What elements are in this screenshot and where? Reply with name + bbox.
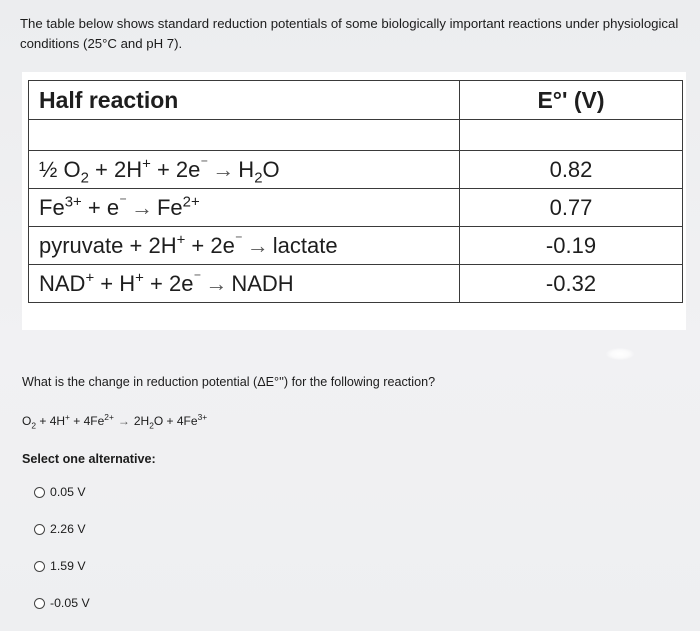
table-header-row (29, 81, 683, 120)
empty-cell (29, 120, 460, 151)
option-b-radio[interactable] (34, 522, 86, 536)
table-row (29, 265, 683, 303)
intro-text (20, 14, 700, 54)
potential-value: -0.19 (460, 227, 683, 265)
arrow-icon: → (130, 194, 153, 220)
potentials-table-image (22, 72, 686, 330)
potential-value: 0.77 (460, 189, 683, 227)
question-text: What is the change in reduction potential (ΔE°'') for the following reaction? (22, 375, 436, 389)
arrow-icon: → (205, 270, 228, 296)
option-label[interactable]: 2.26 V (50, 522, 86, 536)
potential-value: -0.32 (460, 265, 683, 303)
select-one-label: Select one alternative: (22, 452, 156, 466)
option-c-radio[interactable] (34, 559, 86, 573)
screen-glare (606, 348, 634, 360)
option-label[interactable]: 0.05 V (50, 485, 86, 499)
table-row (29, 227, 683, 265)
table-row (29, 151, 683, 189)
reduction-potentials-table (28, 80, 683, 303)
intro-line-1: The table below shows standard reduction potentials of some biologically important reactions under physiological (20, 16, 679, 31)
arrow-icon: → (117, 414, 130, 428)
half-reaction-cell: ½ $O_2 + 2H^+ + 2e^{^-} \to H_2O$ (29, 151, 460, 189)
radio-circle-icon[interactable] (34, 524, 45, 535)
option-a-radio[interactable] (34, 485, 86, 499)
arrow-icon: → (212, 156, 235, 182)
option-label[interactable]: -0.05 V (50, 596, 90, 610)
radio-circle-icon[interactable] (34, 561, 45, 572)
potential-value: 0.82 (460, 151, 683, 189)
empty-cell (460, 120, 683, 151)
radio-circle-icon[interactable] (34, 598, 45, 609)
half-reaction-cell: $Fe^{3+} + e^{^-} \to Fe^{2+}$ (29, 189, 460, 227)
half-reaction-cell: NAD+ + H+ + 2e⁻ → NADH (29, 265, 460, 303)
arrow-icon: → (246, 232, 269, 258)
half-reaction-cell: pyruvate + 2H+ + 2e⁻ → lactate (29, 227, 460, 265)
table-row (29, 189, 683, 227)
header-half-reaction: Half reaction (29, 81, 460, 120)
option-d-radio[interactable] (34, 596, 90, 610)
table-empty-row (29, 120, 683, 151)
intro-line-2: conditions (25°C and pH 7). (20, 36, 183, 51)
header-potential: E°' (V) (460, 81, 683, 120)
option-label[interactable]: 1.59 V (50, 559, 86, 573)
question-reaction: $O_2 + 4H^+ + 4Fe^{2+} \to 2H_2O + 4Fe^{3+}$ (22, 412, 208, 431)
radio-circle-icon[interactable] (34, 487, 45, 498)
